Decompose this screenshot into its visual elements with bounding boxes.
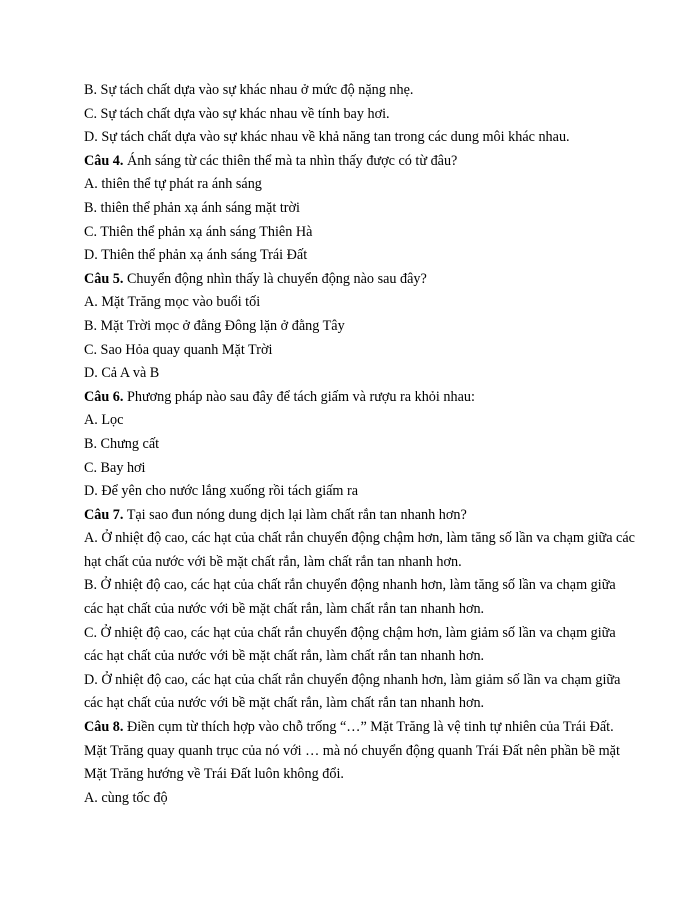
option-line: C. Sự tách chất dựa vào sự khác nhau về tính bay hơi. (84, 105, 390, 122)
question-text: Điền cụm từ thích hợp vào chỗ trống “…” Mặt Trăng là vệ tinh tự nhiên của Trái Đất. (123, 719, 614, 736)
question-text: Chuyển động nhìn thấy là chuyển động nào sau đây? (123, 270, 427, 287)
option-line: C. Bay hơi (84, 459, 146, 476)
question-text: Ánh sáng từ các thiên thể mà ta nhìn thấy được có từ đâu? (123, 152, 458, 169)
question-text: Phương pháp nào sau đây để tách giấm và rượu ra khỏi nhau: (123, 388, 475, 405)
document-body (84, 79, 635, 810)
option-line: D. Thiên thể phản xạ ánh sáng Trái Đất (84, 247, 308, 264)
question-label: Câu 7. (84, 506, 124, 523)
option-line: Mặt Trăng hướng về Trái Đất luôn không đổi. (84, 766, 344, 783)
option-line: B. Mặt Trời mọc ở đằng Đông lặn ở đằng Tây (84, 317, 345, 334)
question-line (84, 716, 624, 740)
option-line: C. Sao Hỏa quay quanh Mặt Trời (84, 341, 273, 358)
question-text: Tại sao đun nóng dung dịch lại làm chất rắn tan nhanh hơn? (123, 506, 467, 523)
option-line: D. Ở nhiệt độ cao, các hạt của chất rắn chuyển động nhanh hơn, làm giảm số lần va chạm giữa (84, 671, 621, 688)
question-label: Câu 4. (84, 152, 124, 169)
question-line (84, 268, 624, 292)
option-line: các hạt chất của nước với bề mặt chất rắn, làm chất rắn tan nhanh hơn. (84, 601, 485, 618)
option-line: C. Ở nhiệt độ cao, các hạt của chất rắn chuyển động chậm hơn, làm giảm số lần va chạm giữa (84, 624, 616, 641)
option-line: các hạt chất của nước với bề mặt chất rắn, làm chất rắn tan nhanh hơn. (84, 648, 485, 665)
option-line: A. Ở nhiệt độ cao, các hạt của chất rắn chuyển động chậm hơn, làm tăng số lần va chạm giữa các (84, 530, 635, 547)
option-line: B. Ở nhiệt độ cao, các hạt của chất rắn chuyển động nhanh hơn, làm tăng số lần va chạm giữa (84, 577, 616, 594)
option-line: D. Để yên cho nước lắng xuống rồi tách giấm ra (84, 483, 359, 500)
option-line: D. Sự tách chất dựa vào sự khác nhau về khả năng tan trong các dung môi khác nhau. (84, 129, 570, 146)
question-label: Câu 8. (84, 719, 124, 736)
question-line (84, 386, 624, 410)
question-label: Câu 6. (84, 388, 124, 405)
option-line: B. Sự tách chất dựa vào sự khác nhau ở mức độ nặng nhẹ. (84, 82, 414, 98)
option-line: C. Thiên thể phản xạ ánh sáng Thiên Hà (84, 223, 313, 240)
option-line: D. Cả A và B (84, 365, 160, 382)
question-line (84, 504, 624, 528)
option-line: A. Mặt Trăng mọc vào buổi tối (84, 294, 261, 311)
option-line: các hạt chất của nước với bề mặt chất rắn, làm chất rắn tan nhanh hơn. (84, 695, 485, 712)
option-line: A. cùng tốc độ (84, 789, 168, 806)
option-line: hạt chất của nước với bề mặt chất rắn, làm chất rắn tan nhanh hơn. (84, 553, 462, 570)
option-line: A. Lọc (84, 412, 124, 429)
question-label: Câu 5. (84, 270, 124, 287)
option-line: Mặt Trăng quay quanh trục của nó với … mà nó chuyển động quanh Trái Đất nên phần bề mặt (84, 742, 620, 759)
option-line: B. thiên thể phản xạ ánh sáng mặt trời (84, 199, 300, 216)
option-line: A. thiên thể tự phát ra ánh sáng (84, 176, 262, 193)
option-line: B. Chưng cất (84, 435, 160, 452)
question-line (84, 150, 624, 174)
